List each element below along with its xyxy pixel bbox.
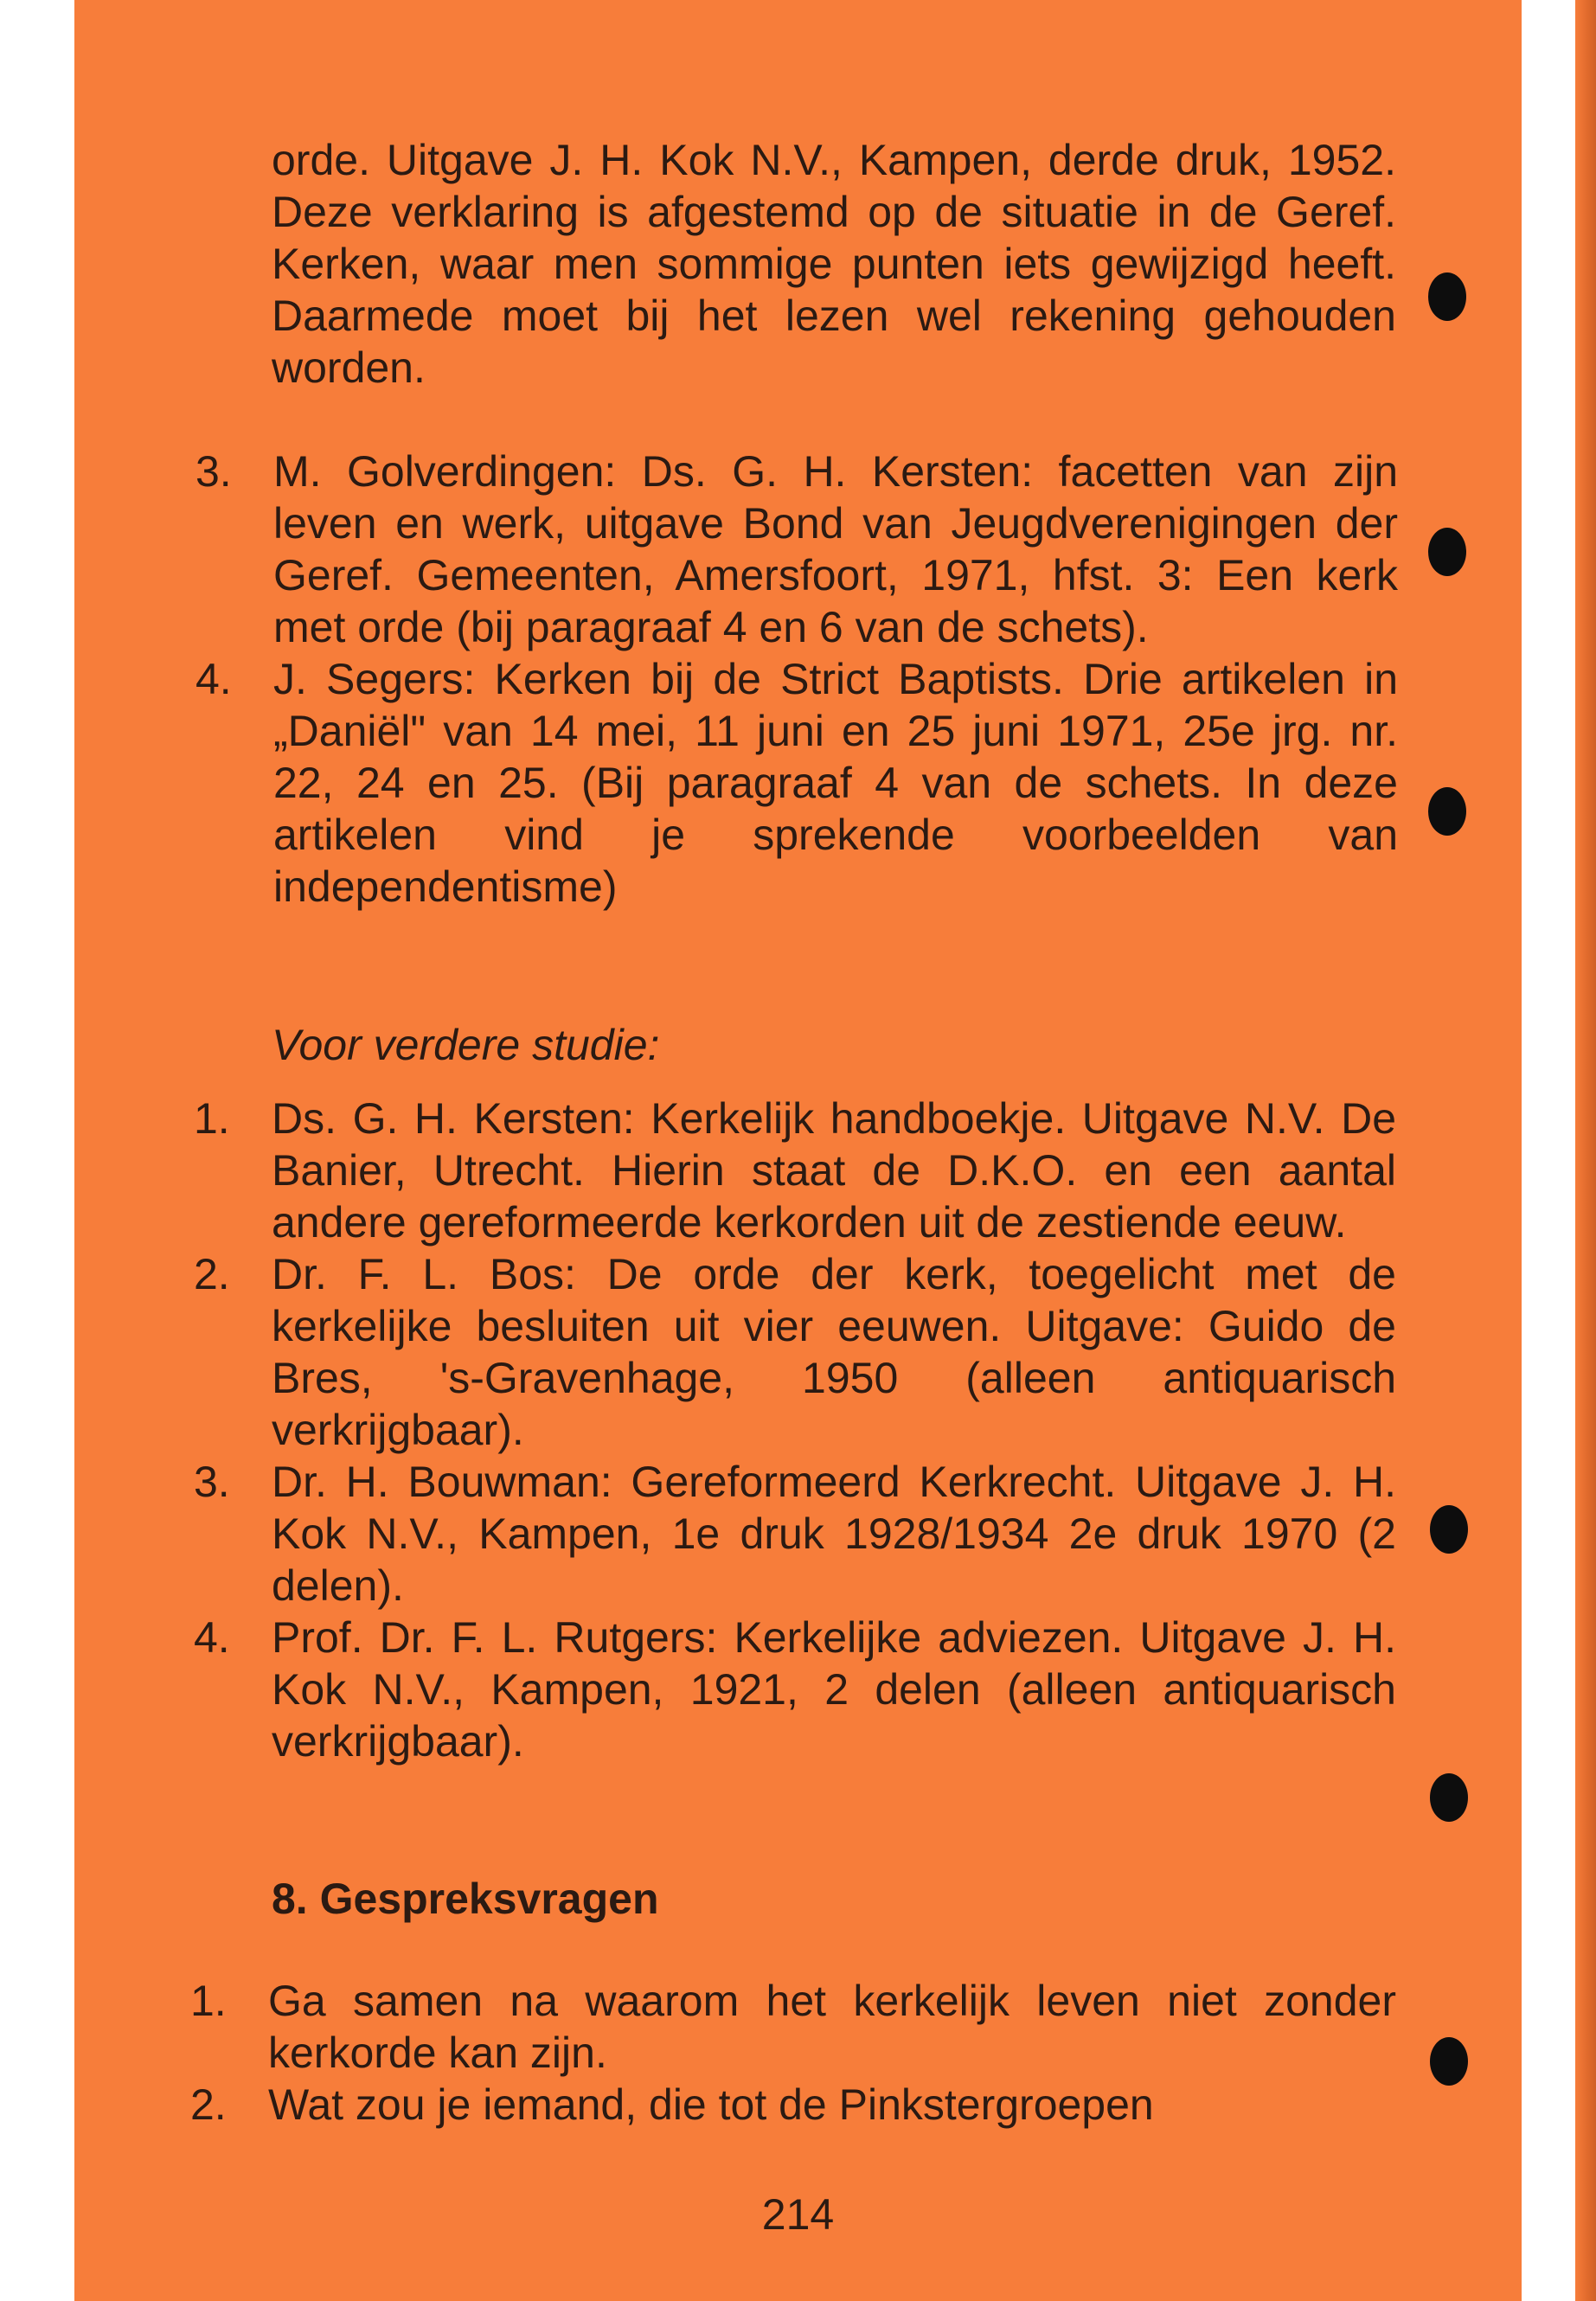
list-item xyxy=(195,653,1398,913)
book-page xyxy=(74,0,1522,2301)
page-text xyxy=(74,0,1522,2301)
continuation-paragraph: orde. Uitgave J. H. Kok N.V., Kampen, derde druk, 1952. Deze verklaring is afgestemd op de situatie in de Geref. Kerken, waar men sommige punten iets gewijzigd heeft. Daarmede moet bij het lezen wel rekening gehouden worden. xyxy=(272,136,1396,392)
punch-hole-icon xyxy=(1428,528,1466,576)
list-item xyxy=(194,1456,1396,1612)
item-text: Wat zou je iemand, die tot de Pinkstergroepen xyxy=(268,2080,1154,2129)
item-number: 1. xyxy=(190,1977,227,2025)
punch-hole-icon xyxy=(1430,1505,1468,1554)
punch-hole-icon xyxy=(1428,787,1466,836)
further-study-list xyxy=(194,1093,1396,1767)
list-item xyxy=(190,2079,1396,2131)
item-text: Prof. Dr. F. L. Rutgers: Kerkelijke adviezen. Uitgave J. H. Kok N.V., Kampen, 1921, 2 delen (alleen antiquarisch verkrijgbaar). xyxy=(272,1613,1396,1766)
item-number: 3. xyxy=(195,447,232,496)
item-number: 3. xyxy=(194,1458,230,1506)
item-text: M. Golverdingen: Ds. G. H. Kersten: facetten van zijn leven en werk, uitgave Bond van Jeugdverenigingen der Geref. Gemeenten, Amersfoort, 1971, hfst. 3: Een kerk met orde (bij paragraaf 4 en 6 van de schets). xyxy=(273,447,1398,651)
section-heading: 8. Gespreksvragen xyxy=(272,1875,659,1923)
punch-hole-icon xyxy=(1430,2037,1468,2086)
item-text: Ga samen na waarom het kerkelijk leven niet zonder kerkorde kan zijn. xyxy=(268,1977,1396,2077)
page-edge xyxy=(1575,0,1596,2301)
item-text: J. Segers: Kerken bij de Strict Baptists. Drie artikelen in „Daniël" van 14 mei, 11 juni en 25 juni 1971, 25e jrg. nr. 22, 24 en 25. (Bij paragraaf 4 van de schets. In deze artikelen vind je sprekende voorbeelden van independentisme) xyxy=(273,655,1398,911)
item-text: Dr. H. Bouwman: Gereformeerd Kerkrecht. Uitgave J. H. Kok N.V., Kampen, 1e druk 1928/1934 2e druk 1970 (2 delen). xyxy=(272,1458,1396,1610)
list-item xyxy=(190,1975,1396,2079)
item-number: 2. xyxy=(190,2080,227,2129)
list-item xyxy=(194,1248,1396,1456)
questions-list xyxy=(190,1975,1396,2131)
punch-hole-icon xyxy=(1428,272,1466,321)
item-number: 4. xyxy=(194,1613,230,1662)
page-number: 214 xyxy=(761,2190,835,2239)
item-number: 4. xyxy=(195,655,232,703)
list-item xyxy=(194,1612,1396,1767)
references-list xyxy=(195,445,1398,913)
item-number: 2. xyxy=(194,1250,230,1298)
item-text: Dr. F. L. Bos: De orde der kerk, toegelicht met de kerkelijke besluiten uit vier eeuwen. Uitgave: Guido de Bres, 's-Gravenhage, 1950 (alleen antiquarisch verkrijgbaar). xyxy=(272,1250,1396,1454)
list-item xyxy=(194,1093,1396,1248)
punch-hole-icon xyxy=(1430,1773,1468,1822)
item-number: 1. xyxy=(194,1094,230,1143)
further-study-heading: Voor verdere studie: xyxy=(272,1021,660,1069)
list-item xyxy=(195,445,1398,653)
item-text: Ds. G. H. Kersten: Kerkelijk handboekje. Uitgave N.V. De Banier, Utrecht. Hierin staat de D.K.O. en een aantal andere gereformeerde kerkorden uit de zestiende eeuw. xyxy=(272,1094,1396,1247)
